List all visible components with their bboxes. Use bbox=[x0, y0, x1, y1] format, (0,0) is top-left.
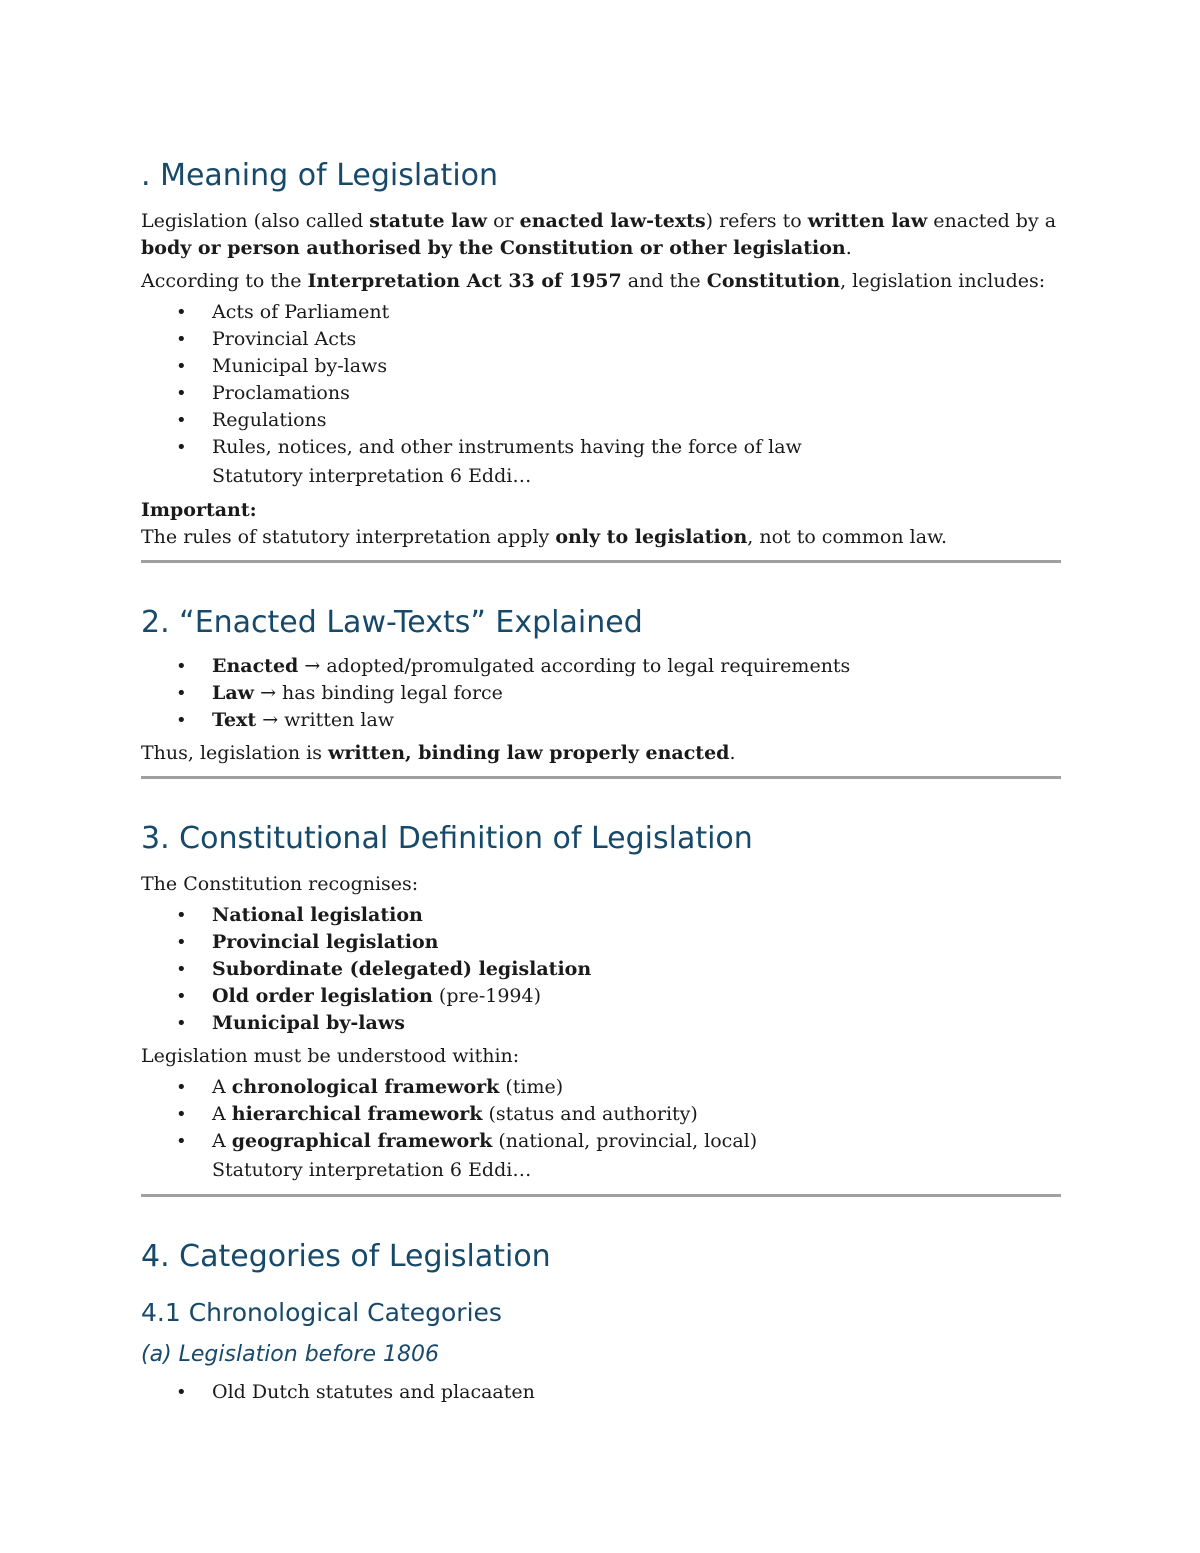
list-item bbox=[212, 434, 1061, 461]
constitution-recognised-list bbox=[141, 902, 1061, 1037]
constitution-intro: The Constitution recognises: bbox=[141, 873, 419, 895]
list-item bbox=[212, 929, 1061, 956]
bold-text: Provincial legislation bbox=[212, 931, 439, 953]
section-heading-enacted-law-texts: 2. “Enacted Law-Texts” Explained bbox=[141, 605, 643, 640]
text-run: Old Dutch statutes and placaaten bbox=[212, 1381, 535, 1403]
enacted-terms-list bbox=[141, 653, 1061, 734]
text-run: (national, provincial, local) bbox=[492, 1130, 758, 1152]
text-run: Regulations bbox=[212, 409, 327, 431]
text-run: Thus, legislation is bbox=[141, 742, 328, 764]
text-run: (status and authority) bbox=[482, 1103, 698, 1125]
bold-text: geographical framework bbox=[231, 1130, 493, 1152]
important-note bbox=[141, 524, 1061, 551]
section-heading-categories: 4. Categories of Legislation bbox=[141, 1239, 551, 1274]
frameworks-list bbox=[141, 1074, 1061, 1155]
text-run: Proclamations bbox=[212, 382, 350, 404]
section-divider bbox=[141, 560, 1061, 563]
text-run: , not to common law. bbox=[747, 526, 948, 548]
list-item bbox=[212, 653, 1061, 680]
bold-text: enacted law-texts bbox=[519, 210, 706, 232]
bold-text: Constitution bbox=[706, 270, 841, 292]
bold-text: Municipal by-laws bbox=[212, 1012, 405, 1034]
bold-text: hierarchical framework bbox=[231, 1103, 483, 1125]
subheading-chronological: 4.1 Chronological Categories bbox=[141, 1298, 502, 1327]
bold-text: written law bbox=[807, 210, 928, 232]
sources-intro-paragraph bbox=[141, 268, 1061, 295]
text-run: → has binding legal force bbox=[254, 682, 503, 704]
text-run: . bbox=[845, 237, 852, 259]
bold-text: written, binding law properly enacted bbox=[328, 742, 730, 764]
list-item bbox=[212, 707, 1061, 734]
list-item bbox=[212, 326, 1061, 353]
bold-text: body or person authorised by the Constitution or other legislation bbox=[141, 237, 846, 259]
list-item bbox=[212, 1101, 1061, 1128]
subsubheading-before-1806: (a) Legislation before 1806 bbox=[141, 1342, 439, 1367]
bold-text: Law bbox=[212, 682, 255, 704]
text-run: (time) bbox=[499, 1076, 564, 1098]
bold-text: Subordinate (delegated) legislation bbox=[212, 958, 592, 980]
text-run: and the bbox=[621, 270, 707, 292]
text-run: → adopted/promulgated according to legal requirements bbox=[298, 655, 851, 677]
list-item bbox=[212, 1074, 1061, 1101]
text-run: Provincial Acts bbox=[212, 328, 357, 350]
pre-1806-list bbox=[141, 1379, 1061, 1406]
enacted-summary bbox=[141, 740, 1061, 767]
bold-text: chronological framework bbox=[231, 1076, 500, 1098]
bold-text: Enacted bbox=[212, 655, 299, 677]
section-divider bbox=[141, 776, 1061, 779]
list-item bbox=[212, 956, 1061, 983]
list-item bbox=[212, 983, 1061, 1010]
text-run: Legislation (also called bbox=[141, 210, 370, 232]
list-item bbox=[212, 407, 1061, 434]
text-run: or bbox=[487, 210, 520, 232]
bold-text: Interpretation Act 33 of 1957 bbox=[307, 270, 622, 292]
list-item bbox=[212, 380, 1061, 407]
citation-link[interactable]: Statutory interpretation 6 Eddi… bbox=[212, 1159, 532, 1181]
list-item bbox=[212, 1128, 1061, 1155]
bold-text: Old order legislation bbox=[212, 985, 433, 1007]
text-run: According to the bbox=[141, 270, 308, 292]
section-heading-meaning: . Meaning of Legislation bbox=[141, 158, 499, 193]
list-item bbox=[212, 680, 1061, 707]
text-run: The rules of statutory interpretation apply bbox=[141, 526, 556, 548]
text-run: Rules, notices, and other instruments having the force of law bbox=[212, 436, 802, 458]
text-run: enacted by a bbox=[927, 210, 1057, 232]
text-run: Municipal by-laws bbox=[212, 355, 388, 377]
text-run: → written law bbox=[256, 709, 395, 731]
citation-link[interactable]: Statutory interpretation 6 Eddi… bbox=[212, 465, 532, 487]
bold-text: only to legislation bbox=[555, 526, 748, 548]
text-run: Acts of Parliament bbox=[212, 301, 390, 323]
bold-text: Text bbox=[212, 709, 257, 731]
bold-text: statute law bbox=[369, 210, 488, 232]
document-page bbox=[141, 150, 1061, 1406]
bold-text: National legislation bbox=[212, 904, 423, 926]
text-run: , legislation includes: bbox=[840, 270, 1046, 292]
list-item bbox=[212, 1010, 1061, 1037]
legislation-types-list bbox=[141, 299, 1061, 461]
section-divider bbox=[141, 1194, 1061, 1197]
text-run: A bbox=[212, 1076, 232, 1098]
text-run: A bbox=[212, 1103, 232, 1125]
text-run: A bbox=[212, 1130, 232, 1152]
text-run: (pre-1994) bbox=[432, 985, 542, 1007]
list-item bbox=[212, 902, 1061, 929]
important-label: Important: bbox=[141, 499, 257, 521]
definition-paragraph bbox=[141, 208, 1061, 262]
list-item bbox=[212, 1379, 1061, 1406]
list-item bbox=[212, 299, 1061, 326]
section-heading-constitutional-definition: 3. Constitutional Definition of Legislation bbox=[141, 821, 753, 856]
frameworks-intro: Legislation must be understood within: bbox=[141, 1045, 520, 1067]
text-run: . bbox=[729, 742, 736, 764]
text-run: ) refers to bbox=[705, 210, 808, 232]
list-item bbox=[212, 353, 1061, 380]
